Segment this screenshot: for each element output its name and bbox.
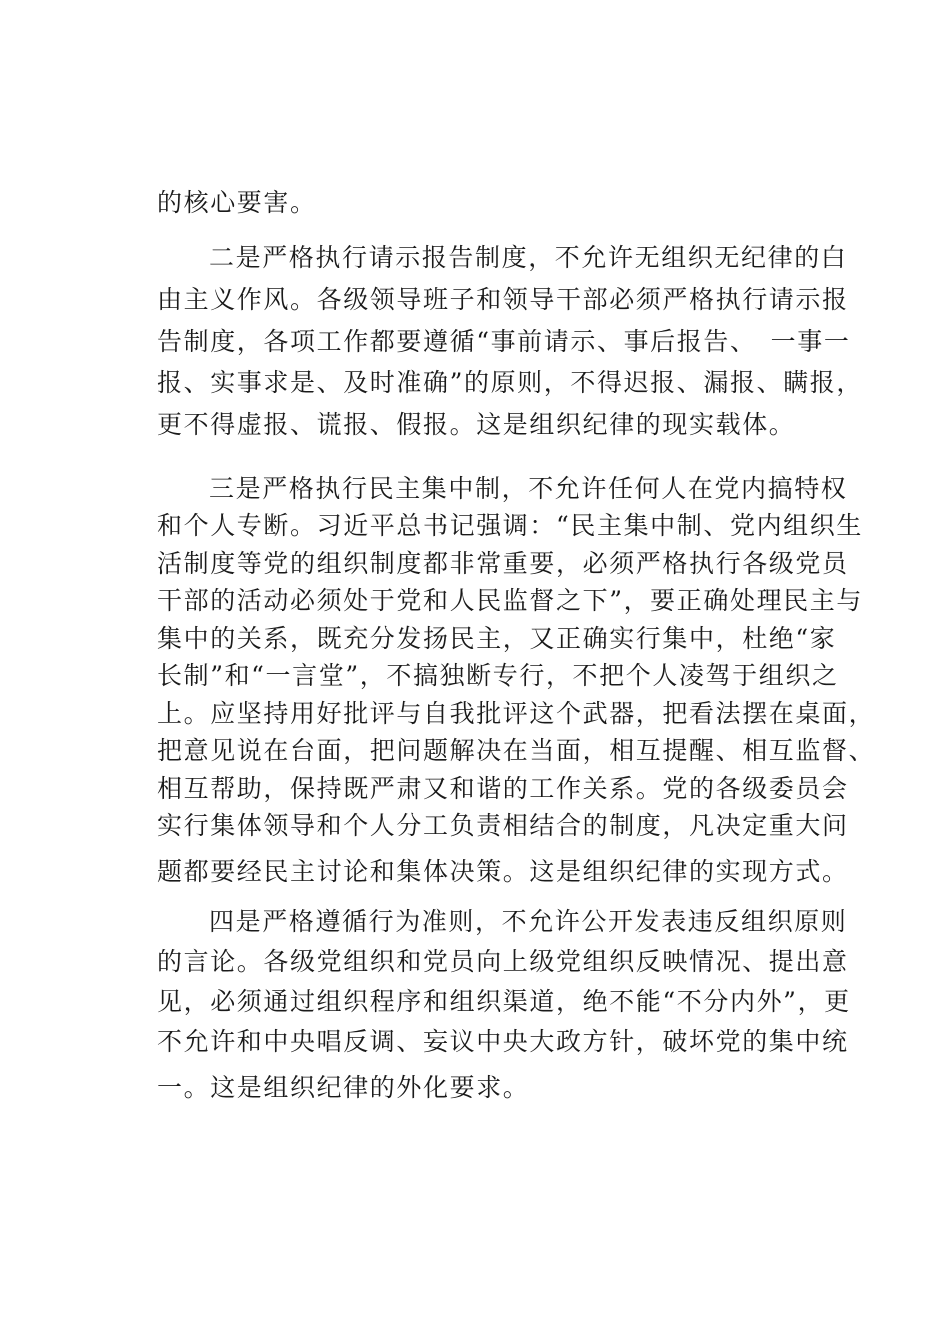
text-line: 活制度等党的组织制度都非常重要，必须严格执行各级党员 <box>157 549 849 578</box>
text-line: 实行集体领导和个人分工负责相结合的制度，凡决定重大问 <box>157 811 849 840</box>
text-line: 一。这是组织纪律的外化要求。 <box>157 1073 530 1102</box>
text-line: 三是严格执行民主集中制，不允许任何人在党内搞特权 <box>209 474 848 503</box>
text-line: 题都要经民主讨论和集体决策。这是组织纪律的实现方式。 <box>157 857 849 886</box>
text-line: 上。应坚持用好批评与自我批评这个武器，把看法摆在桌面， <box>157 699 876 728</box>
text-line: 把意见说在台面，把问题解决在当面，相互提醒、相互监督、 <box>157 736 876 765</box>
text-line: 和个人专断。习近平总书记强调：“民主集中制、党内组织生 <box>157 511 863 540</box>
text-line: 相互帮助，保持既严肃又和谐的工作关系。党的各级委员会 <box>157 774 849 803</box>
text-line: 四是严格遵循行为准则，不允许公开发表违反组织原则 <box>209 907 848 936</box>
text-line: 的言论。各级党组织和党员向上级党组织反映情况、提出意 <box>157 947 849 976</box>
text-line: 见，必须通过组织程序和组织渠道，绝不能“不分内外”，更 <box>157 987 851 1016</box>
text-line: 由主义作风。各级领导班子和领导干部必须严格执行请示报 <box>157 285 849 314</box>
text-line: 更不得虚报、谎报、假报。这是组织纪律的现实载体。 <box>157 410 796 439</box>
text-line: 告制度，各项工作都要遵循“事前请示、事后报告、 一事一 <box>157 327 851 356</box>
text-line: 的核心要害。 <box>157 188 317 217</box>
text-line: 二是严格执行请示报告制度，不允许无组织无纪律的白 <box>209 243 848 272</box>
text-line: 干部的活动必须处于党和人民监督之下”，要正确处理民主与 <box>157 586 863 615</box>
text-line: 集中的关系，既充分发扬民主，又正确实行集中，杜绝“家 <box>157 624 837 653</box>
text-line: 不允许和中央唱反调、妄议中央大政方针，破坏党的集中统 <box>157 1027 849 1056</box>
text-line: 长制”和“一言堂”，不搞独断专行，不把个人凌驾于组织之 <box>157 661 839 690</box>
text-line: 报、实事求是、及时准确”的原则，不得迟报、漏报、瞒报， <box>157 368 863 397</box>
